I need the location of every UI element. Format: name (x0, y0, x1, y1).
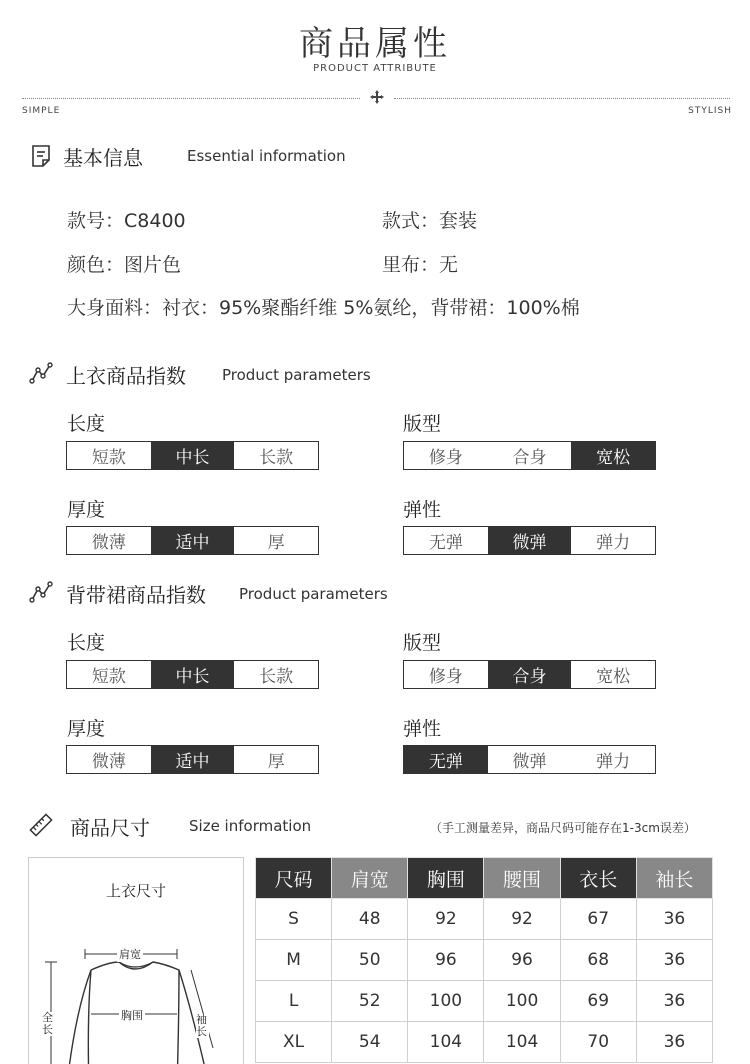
table-cell: 36 (636, 1022, 712, 1063)
top-thickness-label: 厚度 (67, 499, 106, 521)
size-note: （手工测量差异，商品尺码可能存在1-3cm误差） (430, 821, 696, 835)
fabric-value: 大身面料：衬衣：95%聚酯纤维 5%氨纶，背带裙：100%棉 (67, 297, 580, 319)
size-table-header-cell: 肩宽 (332, 858, 408, 899)
size-diagram-title: 上衣尺寸 (105, 882, 166, 900)
table-cell: 100 (408, 981, 484, 1022)
table-cell: 36 (636, 981, 712, 1022)
top-length-option: 中长 (151, 442, 235, 469)
skirt-thickness-selector (66, 745, 319, 774)
skirt-length-option: 短款 (91, 667, 126, 687)
table-cell: M (256, 940, 332, 981)
table-row (256, 981, 713, 1022)
table-cell: 54 (332, 1022, 408, 1063)
skirt-elasticity-option: 无弹 (404, 746, 488, 773)
table-cell: 70 (560, 1022, 636, 1063)
table-cell: 50 (332, 940, 408, 981)
simple-label: SIMPLE (22, 106, 61, 116)
table-cell: 69 (560, 981, 636, 1022)
stylish-label: STYLISH (688, 106, 732, 116)
table-cell: 104 (484, 1022, 560, 1063)
ruler-icon (29, 813, 53, 837)
skirt-fit-label: 版型 (403, 632, 442, 654)
skirt-length-option: 中长 (151, 661, 235, 688)
top-elasticity-option: 无弹 (428, 533, 463, 553)
table-cell: 100 (484, 981, 560, 1022)
skirt-length-label: 长度 (67, 632, 106, 654)
top-params-title-en: Product parameters (222, 366, 371, 384)
size-table-header-cell: 衣长 (560, 858, 636, 899)
top-thickness-option: 微薄 (91, 533, 126, 553)
skirt-fit-option: 合身 (488, 661, 572, 688)
sleeve-length-label: 袖长 (196, 1013, 207, 1038)
top-length-selector (66, 441, 319, 470)
basic-info-title-en: Essential information (187, 147, 346, 165)
lining-value: 里布：无 (382, 254, 459, 276)
skirt-elasticity-selector (403, 745, 656, 774)
table-cell: 36 (636, 899, 712, 940)
skirt-elasticity-option: 弹力 (596, 752, 631, 772)
skirt-thickness-option: 厚 (267, 752, 285, 772)
table-row (256, 899, 713, 940)
table-cell: 67 (560, 899, 636, 940)
skirt-thickness-label: 厚度 (67, 718, 106, 740)
top-length-option: 长款 (259, 448, 294, 468)
size-table-header-row (256, 858, 713, 899)
size-table-header-cell: 胸围 (408, 858, 484, 899)
skirt-length-option: 长款 (259, 667, 294, 687)
top-params-title: 上衣商品指数 (66, 364, 186, 388)
page-subtitle: PRODUCT ATTRIBUTE (313, 63, 437, 74)
table-row (256, 1022, 713, 1063)
top-length-option: 短款 (91, 448, 126, 468)
table-cell: L (256, 981, 332, 1022)
table-cell: 96 (484, 940, 560, 981)
size-table-header-cell: 尺码 (256, 858, 332, 899)
chest-label: 胸围 (121, 1009, 143, 1022)
full-length-label: 全长 (42, 1011, 53, 1036)
top-fit-option: 修身 (428, 448, 463, 468)
skirt-elasticity-option: 微弹 (512, 752, 547, 772)
skirt-fit-option: 宽松 (596, 667, 631, 687)
style-type: 款式：套装 (382, 210, 478, 232)
divider-right (394, 98, 730, 99)
size-table (255, 857, 713, 1063)
color-value: 颜色：图片色 (67, 254, 182, 276)
skirt-length-selector (66, 660, 319, 689)
table-cell: 92 (408, 899, 484, 940)
skirt-params-title: 背带裙商品指数 (66, 583, 206, 607)
basic-info-title: 基本信息 (63, 146, 143, 170)
top-elasticity-label: 弹性 (403, 499, 442, 521)
size-table-header-cell: 腰围 (484, 858, 560, 899)
table-cell: 96 (408, 940, 484, 981)
table-cell: XL (256, 1022, 332, 1063)
top-thickness-option: 厚 (267, 533, 285, 553)
document-icon (29, 144, 53, 168)
top-fit-label: 版型 (403, 413, 442, 435)
table-cell: 36 (636, 940, 712, 981)
skirt-thickness-option: 适中 (151, 746, 235, 773)
skirt-fit-selector (403, 660, 656, 689)
top-length-label: 长度 (67, 413, 106, 435)
size-diagram (28, 857, 244, 1064)
table-cell: 68 (560, 940, 636, 981)
size-title: 商品尺寸 (70, 816, 150, 840)
skirt-thickness-option: 微薄 (91, 752, 126, 772)
divider-left (22, 98, 360, 99)
skirt-params-title-en: Product parameters (239, 585, 388, 603)
diamond-cross-icon (369, 89, 385, 105)
top-elasticity-option: 微弹 (488, 527, 572, 554)
top-fit-selector (403, 441, 656, 470)
top-fit-option: 合身 (512, 448, 547, 468)
trend-line-icon (29, 580, 53, 604)
skirt-fit-option: 修身 (428, 667, 463, 687)
style-number: 款号：C8400 (67, 210, 186, 232)
top-elasticity-option: 弹力 (596, 533, 631, 553)
trend-line-icon (29, 361, 53, 385)
table-cell: 48 (332, 899, 408, 940)
top-thickness-option: 适中 (151, 527, 235, 554)
skirt-elasticity-label: 弹性 (403, 718, 442, 740)
size-table-header-cell: 袖长 (636, 858, 712, 899)
table-cell: S (256, 899, 332, 940)
table-cell: 52 (332, 981, 408, 1022)
top-thickness-selector (66, 526, 319, 555)
table-row (256, 940, 713, 981)
top-elasticity-selector (403, 526, 656, 555)
shoulder-label: 肩宽 (119, 948, 141, 961)
table-cell: 92 (484, 899, 560, 940)
page-title: 商品属性 (299, 24, 451, 64)
size-title-en: Size information (189, 817, 312, 835)
table-cell: 104 (408, 1022, 484, 1063)
top-fit-option: 宽松 (571, 442, 655, 469)
